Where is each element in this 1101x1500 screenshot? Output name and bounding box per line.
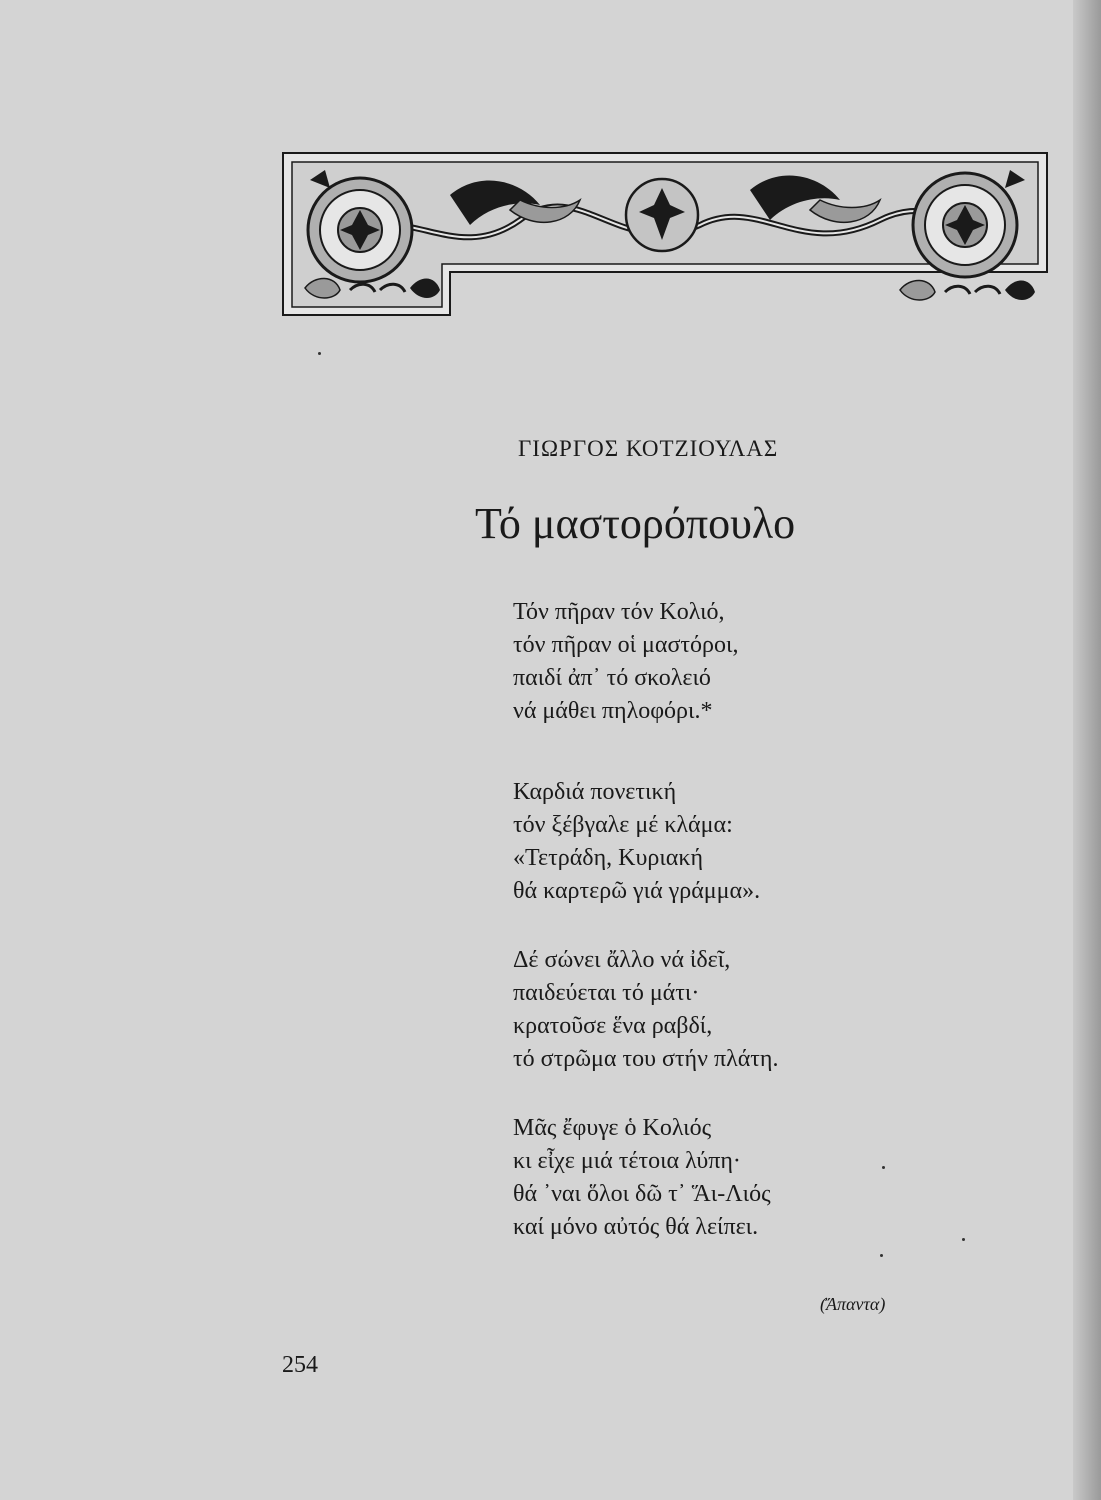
print-speck xyxy=(962,1238,965,1241)
poem-line: τόν πῆραν οἱ μαστόροι, xyxy=(513,632,739,658)
poem-line: καί μόνο αὐτός θά λείπει. xyxy=(513,1214,759,1240)
poem-stanza-4 xyxy=(513,1112,771,1244)
author-name: ΓΙΩΡΓΟΣ ΚΟΤΖΙΟΥΛΑΣ xyxy=(518,436,779,461)
poem-stanza-2 xyxy=(513,776,760,908)
poem-line: θά καρτερῶ γιά γράμμα». xyxy=(513,878,761,904)
print-speck xyxy=(318,352,321,355)
poem-line: Τόν πῆραν τόν Κολιό, xyxy=(513,599,725,625)
poem-stanza-3 xyxy=(513,944,778,1076)
print-speck xyxy=(882,1166,885,1169)
page-number: 254 xyxy=(282,1352,318,1378)
poem-line: Μᾶς ἔφυγε ὁ Κολιός xyxy=(513,1115,712,1141)
poem-line: τό στρῶμα του στήν πλάτη. xyxy=(513,1046,779,1072)
page-edge xyxy=(1073,0,1101,1500)
poem-line: «Τετράδη, Κυριακή xyxy=(513,845,704,871)
poem-line: κι εἶχε μιά τέτοια λύπη· xyxy=(513,1148,741,1174)
poem-stanza-1 xyxy=(513,596,738,728)
poem-line: Καρδιά πονετική xyxy=(513,779,677,805)
poem-line: Δέ σώνει ἄλλο νά ἰδεῖ, xyxy=(513,947,731,973)
source-citation: (Ἄπαντα) xyxy=(820,1294,886,1314)
poem-title: Τό μαστορόπουλο xyxy=(475,499,796,548)
poem-line: κρατοῦσε ἕνα ραβδί, xyxy=(513,1013,713,1039)
print-speck xyxy=(880,1254,883,1257)
poem-line: τόν ξέβγαλε μέ κλάμα: xyxy=(513,812,733,838)
poem-line: παιδί ἀπ᾿ τό σκολειό xyxy=(513,665,711,691)
poem-line: παιδεύεται τό μάτι· xyxy=(513,980,700,1006)
ornamental-header-band xyxy=(280,150,1050,325)
poem-line: νά μάθει πηλοφόρι.* xyxy=(513,698,713,724)
poem-line: θά ᾿ναι ὅλοι δῶ τ᾿ Ἅι-Λιός xyxy=(513,1181,771,1207)
